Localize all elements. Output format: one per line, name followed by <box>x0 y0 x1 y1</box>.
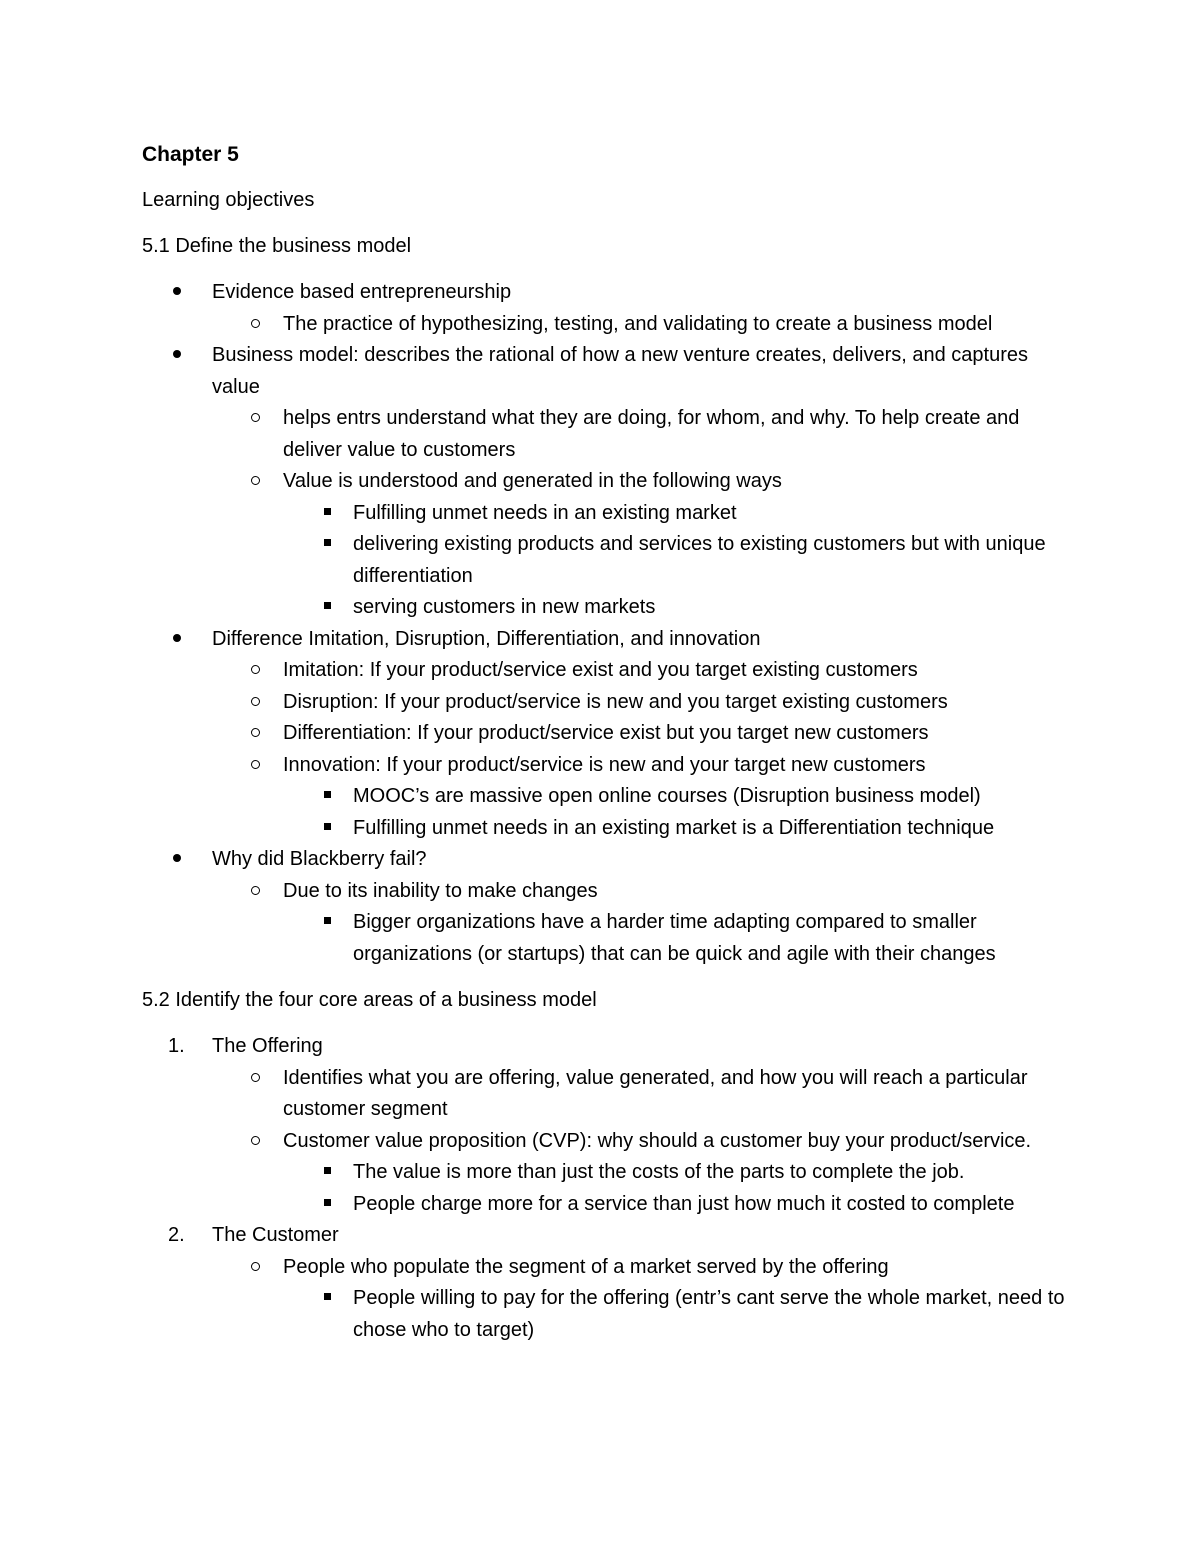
bullet-circle-icon <box>240 1126 270 1158</box>
bullet-square-icon <box>312 781 342 813</box>
section-5-2-heading: 5.2 Identify the four core areas of a business model <box>142 989 597 1011</box>
list-item: Evidence based entrepreneurship <box>142 277 1072 309</box>
bullet-circle-icon <box>240 466 270 498</box>
list-item: Differentiation: If your product/service exist but you target new customers <box>142 718 1072 750</box>
list-item: People charge more for a service than just how much it costed to complete <box>142 1189 1072 1221</box>
section-5-1-heading: 5.1 Define the business model <box>142 235 412 257</box>
bullet-circle-icon <box>240 1252 270 1284</box>
list-item: 1. The Offering <box>142 1031 1072 1063</box>
list-item: 2. The Customer <box>142 1220 1072 1252</box>
document-body <box>142 139 1072 1361</box>
list-item: Fulfilling unmet needs in an existing market is a Differentiation technique <box>142 813 1072 845</box>
bullet-square-icon <box>312 498 342 530</box>
bullet-square-icon <box>312 813 342 845</box>
list-number: 1. <box>168 1035 185 1057</box>
list-item: Customer value proposition (CVP): why should a customer buy your product/service. <box>142 1126 1072 1158</box>
list-number: 2. <box>168 1224 185 1246</box>
bullet-square-icon <box>312 592 342 624</box>
list-item: Value is understood and generated in the following ways <box>142 466 1072 498</box>
list-item: Disruption: If your product/service is new and you target existing customers <box>142 687 1072 719</box>
learning-objectives-label: Learning objectives <box>142 189 315 211</box>
bullet-square-icon <box>312 1157 342 1189</box>
bullet-circle-icon <box>240 718 270 750</box>
section-5-2-list <box>142 1031 1072 1346</box>
list-item: Imitation: If your product/service exist and you target existing customers <box>142 655 1072 687</box>
list-item: People willing to pay for the offering (entr’s cant serve the whole market, need to chose who to target) <box>142 1283 1072 1346</box>
list-item: Fulfilling unmet needs in an existing market <box>142 498 1072 530</box>
list-item: Business model: describes the rational of how a new venture creates, delivers, and captures value <box>142 340 1072 403</box>
bullet-circle-icon <box>240 655 270 687</box>
list-item: serving customers in new markets <box>142 592 1072 624</box>
section-5-1-list <box>142 277 1072 970</box>
bullet-circle-icon <box>240 403 270 435</box>
bullet-square-icon <box>312 1189 342 1221</box>
list-item: Bigger organizations have a harder time adapting compared to smaller organizations (or startups) that can be quick and agile with their changes <box>142 907 1072 970</box>
list-item: helps entrs understand what they are doing, for whom, and why. To help create and deliver value to customers <box>142 403 1072 466</box>
bullet-circle-icon <box>240 309 270 341</box>
bullet-square-icon <box>312 1283 342 1315</box>
bullet-circle-icon <box>240 876 270 908</box>
list-item: Innovation: If your product/service is new and your target new customers <box>142 750 1072 782</box>
list-item: People who populate the segment of a market served by the offering <box>142 1252 1072 1284</box>
bullet-square-icon <box>312 529 342 561</box>
bullet-disc-icon <box>162 277 192 309</box>
list-item: Why did Blackberry fail? <box>142 844 1072 876</box>
list-item: The practice of hypothesizing, testing, and validating to create a business model <box>142 309 1072 341</box>
bullet-disc-icon <box>162 844 192 876</box>
list-item: delivering existing products and services to existing customers but with unique differentiation <box>142 529 1072 592</box>
bullet-circle-icon <box>240 687 270 719</box>
list-item: Due to its inability to make changes <box>142 876 1072 908</box>
bullet-circle-icon <box>240 750 270 782</box>
list-item: The value is more than just the costs of the parts to complete the job. <box>142 1157 1072 1189</box>
bullet-square-icon <box>312 907 342 939</box>
list-item: Difference Imitation, Disruption, Differentiation, and innovation <box>142 624 1072 656</box>
list-item: Identifies what you are offering, value generated, and how you will reach a particular customer segment <box>142 1063 1072 1126</box>
chapter-title: Chapter 5 <box>142 143 239 166</box>
bullet-disc-icon <box>162 340 192 372</box>
list-item: MOOC’s are massive open online courses (Disruption business model) <box>142 781 1072 813</box>
bullet-circle-icon <box>240 1063 270 1095</box>
bullet-disc-icon <box>162 624 192 656</box>
